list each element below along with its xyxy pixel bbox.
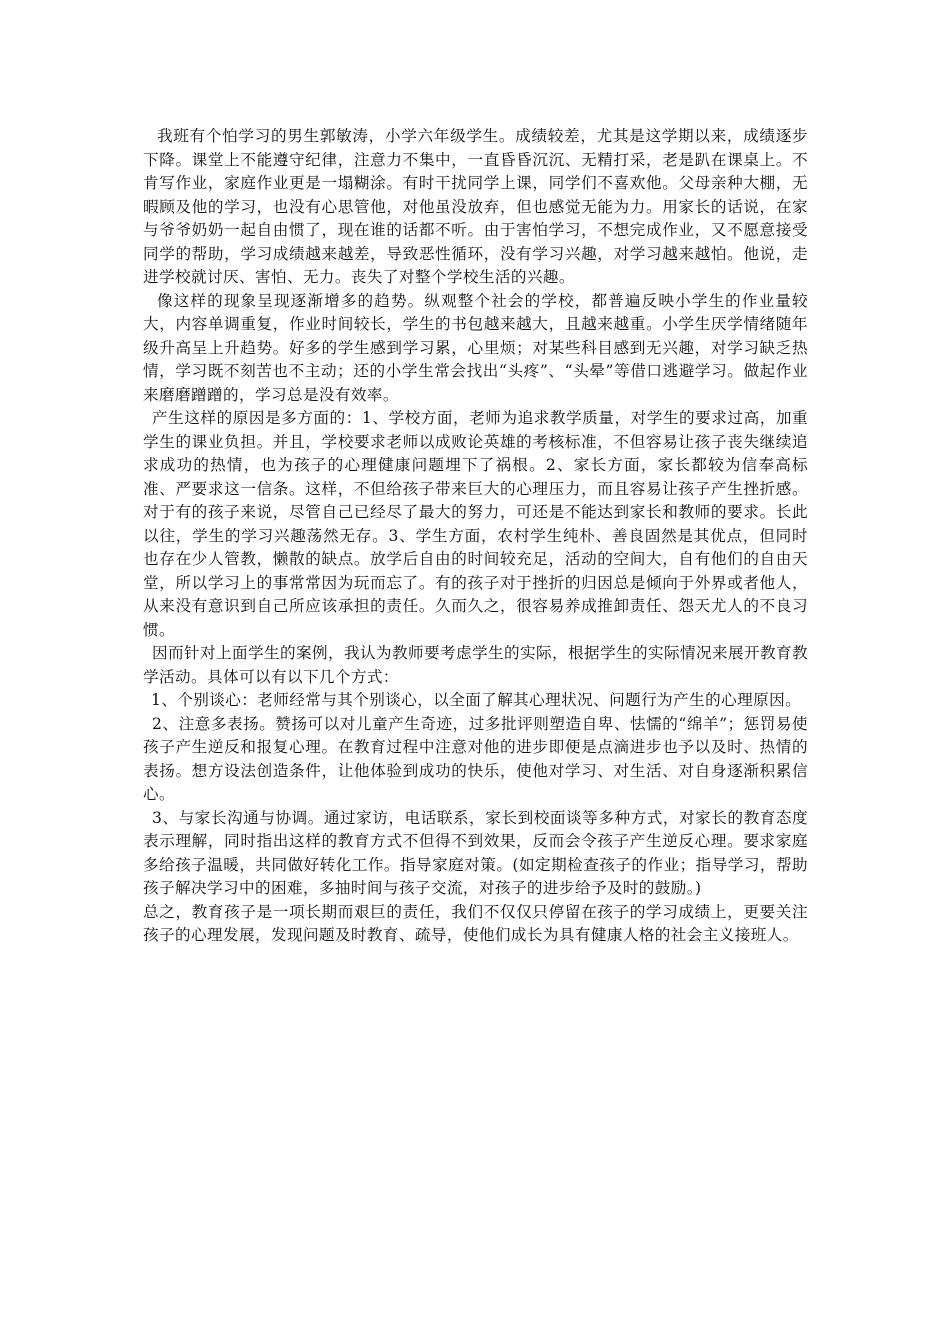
paragraph-method-1: 1、个别谈心：老师经常与其个别谈心，以全面了解其心理状况、问题行为产生的心理原因。 — [151, 691, 802, 709]
paragraph-case-description: 我班有个怕学习的男生郭敏涛，小学六年级学生。成绩较差，尤其是这学期以来，成绩逐步下降。课堂上不能遵守纪律，注意力不集中，一直昏昏沉沉、无精打采，老是趴在课桌上。不肯写作业，家庭作业更是一塌糊涂。有时干扰同学上课，同学们不喜欢他。父母亲种大棚，无暇顾及他的学习，也没有心思管他，对他虽没放弃，但也感觉无能为力。用家长的话说，在家与爷爷奶奶一起自由惯了，现在谁的话都不听。由于害怕学习，不想完成作业，又不愿意接受同学的帮助，学习成绩越来越差，导致恶性循环，没有学习兴趣，对学习越来越怕。他说，走进学校就讨厌、害怕、无力。丧失了对整个学校生活的兴趣。 — [143, 127, 808, 286]
document-body — [143, 125, 808, 948]
paragraph-conclusion: 总之，教育孩子是一项长期而艰巨的责任，我们不仅仅只停留在孩子的学习成绩上，更要关注孩子的心理发展，发现问题及时教育、疏导，使他们成长为具有健康人格的社会主义接班人。 — [143, 902, 808, 944]
paragraph-approach: 因而针对上面学生的案例，我认为教师要考虑学生的实际，根据学生的实际情况来展开教育教学活动。具体可以有以下几个方式： — [143, 644, 808, 686]
paragraph-method-2: 2、注意多表扬。赞扬可以对儿童产生奇迹，过多批评则塑造自卑、怯懦的“绵羊”；惩罚易使孩子产生逆反和报复心理。在教育过程中注意对他的进步即便是点滴进步也予以及时、热情的表扬。想方设法创造条件，让他体验到成功的快乐，使他对学习、对生活、对自身逐渐积累信心。 — [143, 714, 808, 803]
paragraph-trend: 像这样的现象呈现逐渐增多的趋势。纵观整个社会的学校，都普遍反映小学生的作业量较大，内容单调重复，作业时间较长，学生的书包越来越大，且越来越重。小学生厌学情绪随年级升高呈上升趋势。好多的学生感到学习累，心里烦；对某些科目感到无兴趣，对学习缺乏热情，学习既不刻苦也不主动；还的小学生常会找出“头疼”、“头晕”等借口逃避学习。做起作业来磨磨蹭蹭的，学习总是没有效率。 — [143, 291, 808, 404]
paragraph-method-3: 3、与家长沟通与协调。通过家访，电话联系，家长到校面谈等多种方式，对家长的教育态度表示理解，同时指出这样的教育方式不但得不到效果，反而会令孩子产生逆反心理。要求家庭多给孩子温暖，共同做好转化工作。指导家庭对策。(如定期检查孩子的作业；指导学习，帮助孩子解决学习中的困难，多抽时间与孩子交流，对孩子的进步给予及时的鼓励。) — [143, 808, 808, 897]
paragraph-causes: 产生这样的原因是多方面的：1、学校方面，老师为追求教学质量，对学生的要求过高，加重学生的课业负担。并且，学校要求老师以成败论英雄的考核标准，不但容易让孩子丧失继续追求成功的热情，也为孩子的心理健康问题埋下了祸根。2、家长方面，家长都较为信奉高标准、严要求这一信条。这样，不但给孩子带来巨大的心理压力，而且容易让孩子产生挫折感。对于有的孩子来说，尽管自己已经尽了最大的努力，可还是不能达到家长和教师的要求。长此以往，学生的学习兴趣荡然无存。3、学生方面，农村学生纯朴、善良固然是其优点，但同时也存在少人管教，懒散的缺点。放学后自由的时间较充足，活动的空间大，自有他们的自由天堂，所以学习上的事常常因为玩而忘了。有的孩子对于挫折的归因总是倾向于外界或者他人，从来没有意识到自己所应该承担的责任。久而久之，很容易养成推卸责任、怨天尤人的不良习惯。 — [143, 409, 808, 639]
